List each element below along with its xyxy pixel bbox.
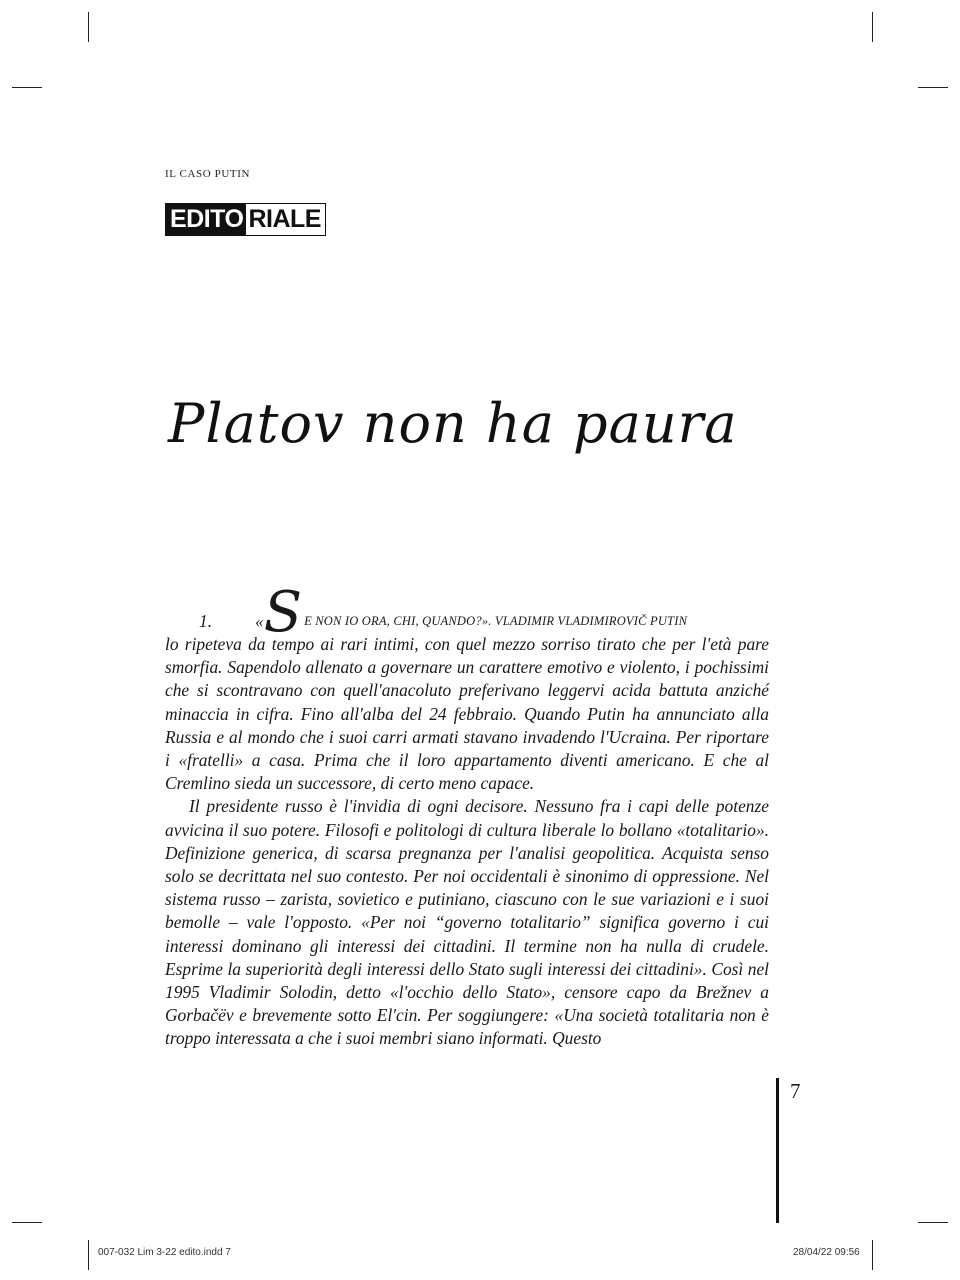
article-title: Platov non ha paura: [168, 392, 738, 455]
crop-mark-top-left: [88, 12, 89, 42]
drop-cap: S: [263, 580, 303, 645]
paragraph-1: lo ripeteva da tempo ai rari intimi, con quel mezzo sorriso tirato che per l'età pare smorfia. Sapendolo allenato a governare un carattere emotivo e violento, i pochissimi che si scontravano con quell'anacoluto preferivano leggervi acida battuta anziché minaccia in cifra. Fino all'alba del 24 febbraio. Quando Putin ha annunciato alla Russia e al mondo che i suoi carri armati stavano invadendo l'Ucraina. Per riportare i «fratelli» a casa. Prima che il loro appartamento diventi americano. E che al Cremlino sieda un successore, di certo meno capace.: [165, 634, 769, 794]
opening-quote: «: [255, 610, 264, 631]
crop-mark-bottom-right: [872, 1240, 873, 1270]
crop-mark-top-left-h: [12, 87, 42, 88]
opening-line: [165, 580, 769, 645]
crop-mark-bottom-left: [88, 1240, 89, 1270]
page-rule: [776, 1078, 779, 1223]
paragraph-2: Il presidente russo è l'invidia di ogni decisore. Nessuno fra i capi delle potenze avvicina il suo potere. Filosofi e politologi di cultura liberale lo bollano «totalitario». Definizione generica, di scarsa pregnanza per l'analisi geopolitica. Acquista senso solo se decrittata nel suo contesto. Per noi occidentali è sinonimo di oppressione. Nel sistema russo – zarista, sovietico e putiniano, ciascuno con le sue variazioni e i suoi bemolle – vale l'opposto. «Per noi “governo totalitario” significa governo i cui interessi dominano gli interessi dei cittadini. Il termine non ha nulla di crudele. Esprime la superiorità degli interessi dello Stato sugli interessi dei cittadini». Così nel 1995 Vladimir Solodin, detto «l'occhio dello Stato», censore capo da Brežnev a Gorbačëv e brevemente sotto El'cin. Per soggiungere: «Una società totalitaria non è troppo interessata a che i suoi membri siano informati. Questo: [165, 796, 769, 1049]
crop-mark-top-right: [872, 12, 873, 42]
crop-mark-top-right-h: [918, 87, 948, 88]
page-number: 7: [790, 1079, 801, 1103]
crop-mark-bottom-right-h: [918, 1222, 948, 1223]
section-badge-dark: EDITO: [166, 204, 246, 235]
slug-file: 007-032 Lim 3-22 edito.indd 7: [98, 1247, 231, 1258]
section-badge-light: RIALE: [246, 204, 325, 235]
slug-timestamp: 28/04/22 09:56: [793, 1247, 860, 1258]
caps-lead: E NON IO ORA, CHI, QUANDO?». VLADIMIR VLADIMIROVIČ PUTIN: [304, 613, 688, 628]
section-number: 1.: [199, 610, 213, 631]
crop-mark-bottom-left-h: [12, 1222, 42, 1223]
section-badge: [165, 203, 326, 236]
article-body: [165, 580, 769, 1051]
running-head: IL CASO PUTIN: [165, 168, 251, 180]
